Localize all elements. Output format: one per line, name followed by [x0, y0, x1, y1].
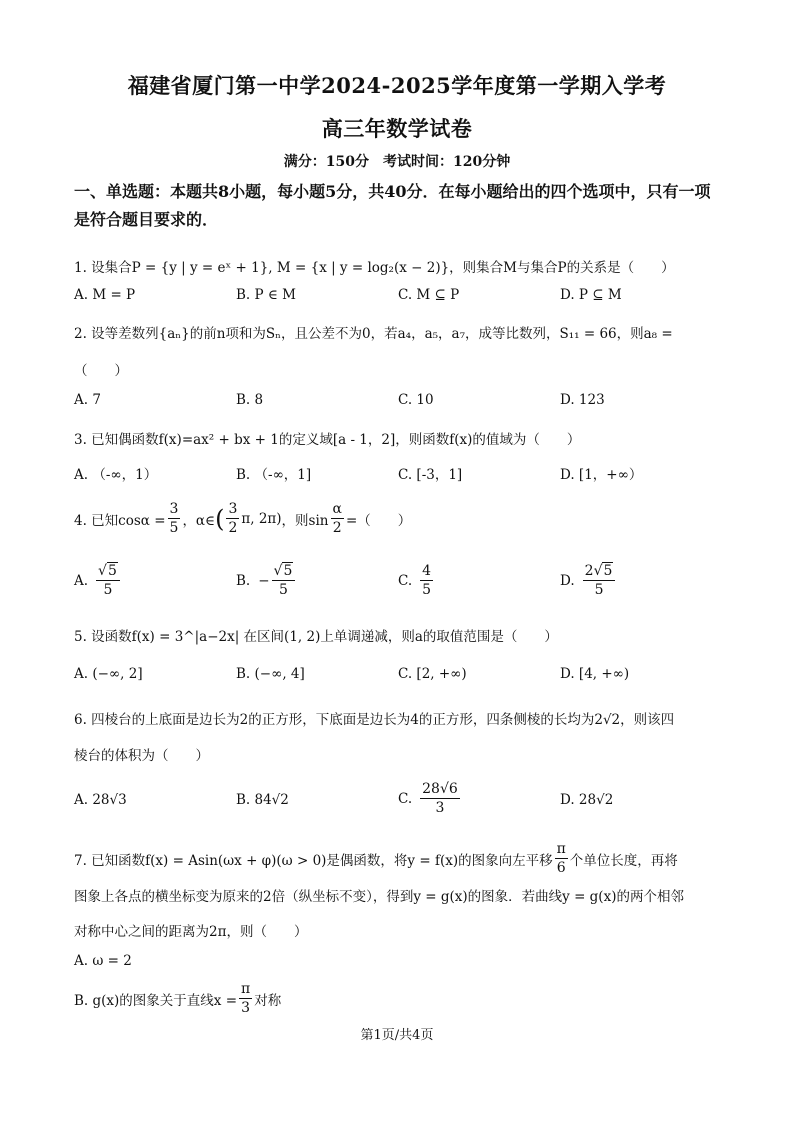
- exam-title: 福建省厦门第一中学2024-2025学年度第一学期入学考: [127, 73, 667, 98]
- q6-option-c-fraction: $\frac{28√6}{3}$: [422, 781, 458, 816]
- q7-stem-line3: 对称中心之间的距离为2π，则（ ）: [74, 924, 308, 940]
- q7-option-b-part1: B. g(x)的图象关于直线x =: [74, 992, 238, 1009]
- q4-stem-part3: ，则sin: [281, 512, 329, 529]
- section-heading-line1: 一、单选题：本题共8小题，每小题5分，共40分．在每小题给出的四个选项中，只有一项: [74, 182, 711, 201]
- q7-option-a: A. ω = 2: [74, 953, 132, 969]
- q3-option-b: B. （-∞，1]: [236, 467, 312, 483]
- q4-option-d-label: D.: [560, 572, 575, 589]
- q2-option-d: D. 123: [560, 392, 605, 408]
- q3-option-d: D. [1，+∞）: [560, 467, 643, 483]
- section-heading: [74, 178, 734, 234]
- q4-interval-fraction: $\frac{3}{2}$: [228, 501, 238, 536]
- q7-stem-line2: 图象上各点的横坐标变为原来的2倍（纵坐标不变），得到y = g(x)的图象．若曲线y = g(x)的两个相邻: [74, 889, 684, 905]
- q5-option-d: D. [4, +∞): [560, 666, 630, 682]
- q4-option-c-fraction: $\frac{4}{5}$: [422, 563, 432, 598]
- page-footer: 第1页/共4页: [360, 1028, 434, 1043]
- q4-option-a-label: A.: [74, 572, 89, 589]
- q6-option-c-label: C.: [398, 790, 413, 807]
- q7-stem-line1: [74, 840, 678, 877]
- q7-stem-line1-part1: 7. 已知函数f(x) = Asin(ωx + φ)(ω > 0)是偶函数，将y = f(x)的图象向左平移: [74, 852, 553, 869]
- q3-option-c: C. [-3，1]: [398, 467, 463, 483]
- q7-option-b-fraction: $\frac{\pi}{3}$: [241, 981, 251, 1016]
- q7-shift-fraction: $\frac{\pi}{6}$: [556, 841, 566, 876]
- q6-stem-line2: 棱台的体积为（ ）: [74, 748, 209, 764]
- q4-stem-part1: 4. 已知cosα =: [74, 512, 166, 529]
- q2-stem-line2: （ ）: [74, 363, 128, 379]
- q5-stem: 5. 设函数f(x) = 3^|a−2x| 在区间(1, 2)上单调递减，则a的取值范围是（ ）: [74, 629, 558, 645]
- q4-stem: [74, 500, 411, 537]
- q4-option-b: [236, 562, 297, 599]
- q4-cos-fraction: $\frac{3}{5}$: [169, 501, 179, 536]
- q1-stem: 1. 设集合P = {y | y = eˣ + 1}, M = {x | y = log₂(x − 2)}，则集合M与集合P的关系是（ ）: [74, 260, 675, 276]
- q7-option-b: [74, 980, 281, 1017]
- q5-option-a: A. (−∞, 2]: [74, 666, 143, 682]
- q4-stem-part2: ，α∈: [182, 512, 216, 529]
- q4-option-d-fraction: $\frac{2√5}{5}$: [583, 562, 616, 599]
- q6-option-a: A. 28√3: [74, 792, 127, 808]
- exam-meta: 满分：150分 考试时间：120分钟: [283, 154, 511, 170]
- q4-interval-close: π, 2π): [241, 510, 282, 527]
- q4-option-b-sign: −: [258, 572, 270, 589]
- q4-option-a-fraction: $\frac{√5}{5}$: [96, 562, 120, 599]
- q2-option-b: B. 8: [236, 392, 264, 408]
- q4-option-d: [560, 562, 617, 599]
- q5-option-c: C. [2, +∞): [398, 666, 467, 682]
- q6-option-c: [398, 780, 462, 817]
- q6-stem-line1: 6. 四棱台的上底面是边长为2的正方形，下底面是边长为4的正方形，四条侧棱的长均为2√2，则该四: [74, 712, 675, 728]
- q4-option-a: [74, 562, 122, 599]
- q4-option-c-label: C.: [398, 572, 413, 589]
- q4-option-c: [398, 562, 435, 599]
- q3-stem: 3. 已知偶函数f(x)=ax² + bx + 1的定义域[a - 1，2]，则函数f(x)的值域为（ ）: [74, 432, 581, 448]
- q5-option-b: B. (−∞, 4]: [236, 666, 305, 682]
- q7-stem-line1-part2: 个单位长度，再将: [569, 852, 678, 869]
- q1-option-a: A. M = P: [74, 287, 136, 303]
- q6-option-d: D. 28√2: [560, 792, 614, 808]
- q4-interval-open: (: [215, 504, 225, 533]
- q1-option-b: B. P ∈ M: [236, 287, 296, 303]
- exam-subtitle: 高三年数学试卷: [321, 116, 473, 141]
- q6-option-b: B. 84√2: [236, 792, 289, 808]
- q1-option-c: C. M ⊆ P: [398, 287, 460, 303]
- q2-stem-line1: 2. 设等差数列{aₙ}的前n项和为Sₙ，且公差不为0，若a₄，a₅，a₇，成等比数列，S₁₁ = 66，则a₈ =: [74, 326, 673, 342]
- q4-option-b-fraction: $\frac{√5}{5}$: [272, 562, 296, 599]
- q7-option-b-part2: 对称: [254, 992, 282, 1009]
- q2-option-c: C. 10: [398, 392, 434, 408]
- section-heading-line2: 是符合题目要求的．: [74, 210, 219, 229]
- q1-option-d: D. P ⊆ M: [560, 287, 622, 303]
- q3-option-a: A. （-∞，1）: [74, 467, 158, 483]
- q4-half-angle-fraction: $\frac{\alpha}{2}$: [332, 501, 342, 536]
- q4-option-b-label: B.: [236, 572, 251, 589]
- q4-stem-part4: =（ ）: [345, 512, 412, 529]
- q2-option-a: A. 7: [74, 392, 101, 408]
